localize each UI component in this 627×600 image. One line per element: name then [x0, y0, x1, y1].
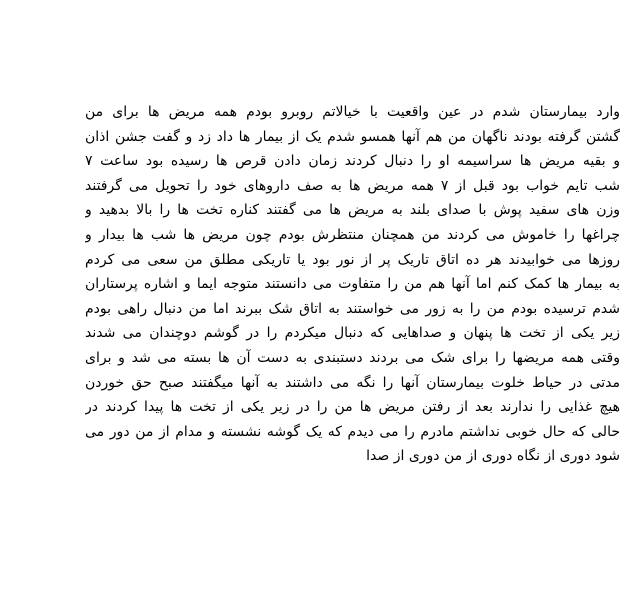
text-line-13: هیچ غذایی را ندارند بعد از رفتن مریض ها من را در زیر یکی از تخت ها پیدا کردند در	[85, 399, 620, 416]
text-line-12: مدتی در حیاط خلوت بیمارستان آنها را نگه می داشتند به آنها میگفتند صبح حق خوردن	[85, 374, 620, 391]
body-paragraph	[85, 100, 620, 469]
text-line-15: شود دوری از نگاه دوری از من دوری از صدا	[366, 448, 620, 465]
text-line-8: به بیمار ها کمک کنم اما آنها هم من را متفاوت می دانستند متوجه ایما و اشاره پرستاران	[85, 276, 620, 293]
text-line-3: و بقیه مریض ها سراسیمه او را دنبال کردند زمان دادن قرص ها رسیده بود ساعت ۷	[85, 153, 620, 170]
text-line-9: شدم ترسیده بودم من را به زور می خواستند به اتاق شک ببرند اما من دنبال راهی بودم	[85, 300, 620, 317]
text-line-4: شب تایم خواب بود قبل از ۷ همه مریض ها به صف داروهای خود را تحویل می گرفتند	[85, 177, 620, 194]
text-line-10: زیر یکی از تخت ها پنهان و صداهایی که دنبال میکردم را در گوشم دوچندان می شدند	[85, 325, 620, 342]
text-line-7: روزها می خوابیدند هر ده اتاق تاریک پر از نور بود یا تاریکی مطلق من سعی می کردم	[85, 251, 620, 268]
text-line-5: وزن های سفید پوش با صدای بلند به مریض ها می گفتند کناره تخت ها را بالا بدهید و	[85, 202, 620, 219]
text-line-2: گشتن گرفته بودند ناگهان من هم آنها همسو شدم یک از بیمار ها داد زد و گفت جشن اذان	[85, 128, 620, 145]
text-line-6: چراغها را خاموش می کردند من همچنان منتظرش بودم چون مریض ها شب ها بیدار و	[85, 226, 620, 243]
text-line-14: حالی که حال خوبی نداشتم مادرم را می دیدم که یک گوشه نشسته و مدام از من دور می	[85, 423, 620, 440]
text-line-11: وقتی همه مریضها را برای شک می بردند دستبندی به دست آن ها بسته می شد و برای	[85, 349, 620, 366]
text-line-1: وارد بیمارستان شدم در عین واقعیت با خیالاتم روبرو بودم همه مریض ها برای من	[85, 104, 620, 120]
